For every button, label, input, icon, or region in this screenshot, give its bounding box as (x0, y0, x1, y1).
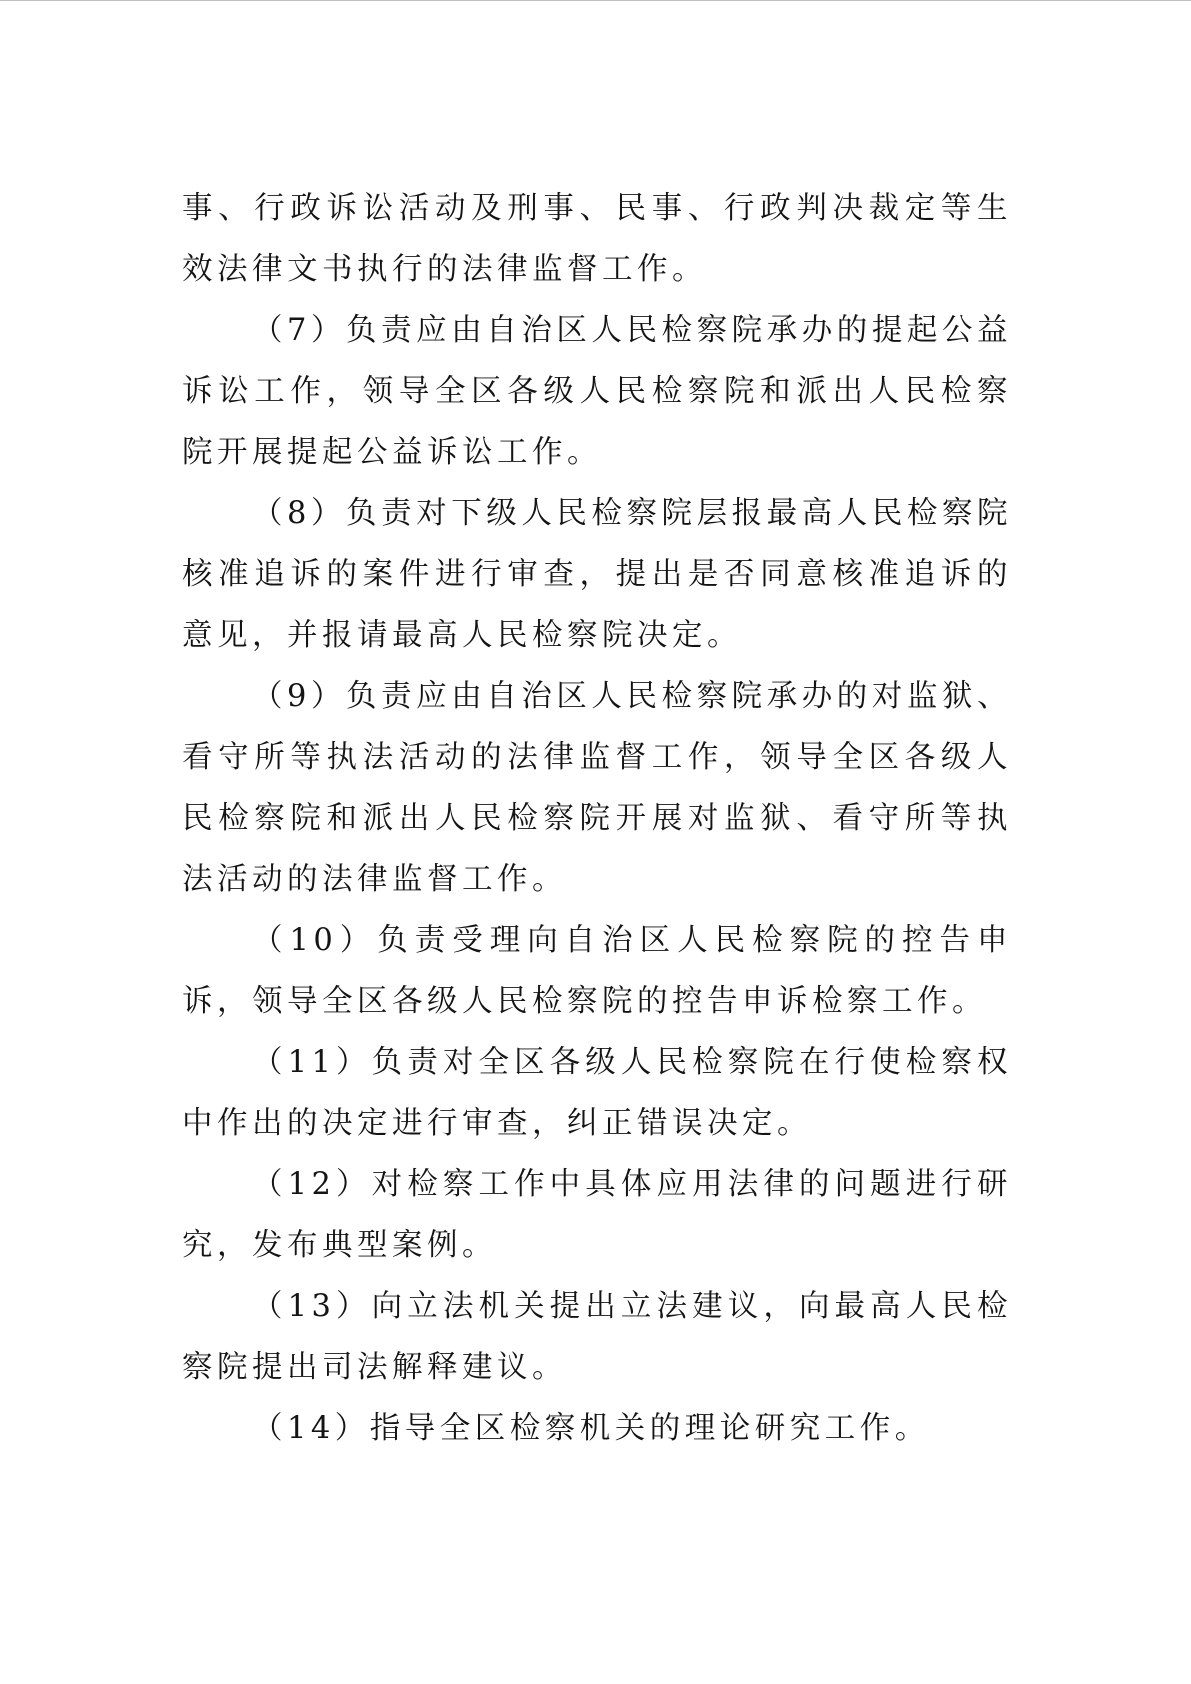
paragraph-item-14: （14）指导全区检察机关的理论研究工作。 (252, 1411, 930, 1446)
paragraph-item-10: （10）负责受理向自治区人民检察院的控告申诉，领导全区各级人民检察院的控告申诉检察工作。 (182, 923, 1012, 1019)
paragraph-item-12: （12）对检察工作中具体应用法律的问题进行研究，发布典型案例。 (182, 1167, 1012, 1263)
paragraph-continuation: 事、行政诉讼活动及刑事、民事、行政判决裁定等生效法律文书执行的法律监督工作。 (182, 191, 1012, 287)
document-body (182, 178, 1012, 1459)
paragraph-item-13: （13）向立法机关提出立法建议，向最高人民检察院提出司法解释建议。 (182, 1289, 1012, 1385)
paragraph-item-9: （9）负责应由自治区人民检察院承办的对监狱、看守所等执法活动的法律监督工作，领导全区各级人民检察院和派出人民检察院开展对监狱、看守所等执法活动的法律监督工作。 (182, 679, 1012, 897)
page-top-border (0, 0, 1191, 1)
paragraph-item-11: （11）负责对全区各级人民检察院在行使检察权中作出的决定进行审查，纠正错误决定。 (182, 1045, 1012, 1141)
paragraph-item-7: （7）负责应由自治区人民检察院承办的提起公益诉讼工作，领导全区各级人民检察院和派出人民检察院开展提起公益诉讼工作。 (182, 313, 1012, 470)
paragraph-item-8: （8）负责对下级人民检察院层报最高人民检察院核准追诉的案件进行审查，提出是否同意核准追诉的意见，并报请最高人民检察院决定。 (182, 496, 1012, 653)
